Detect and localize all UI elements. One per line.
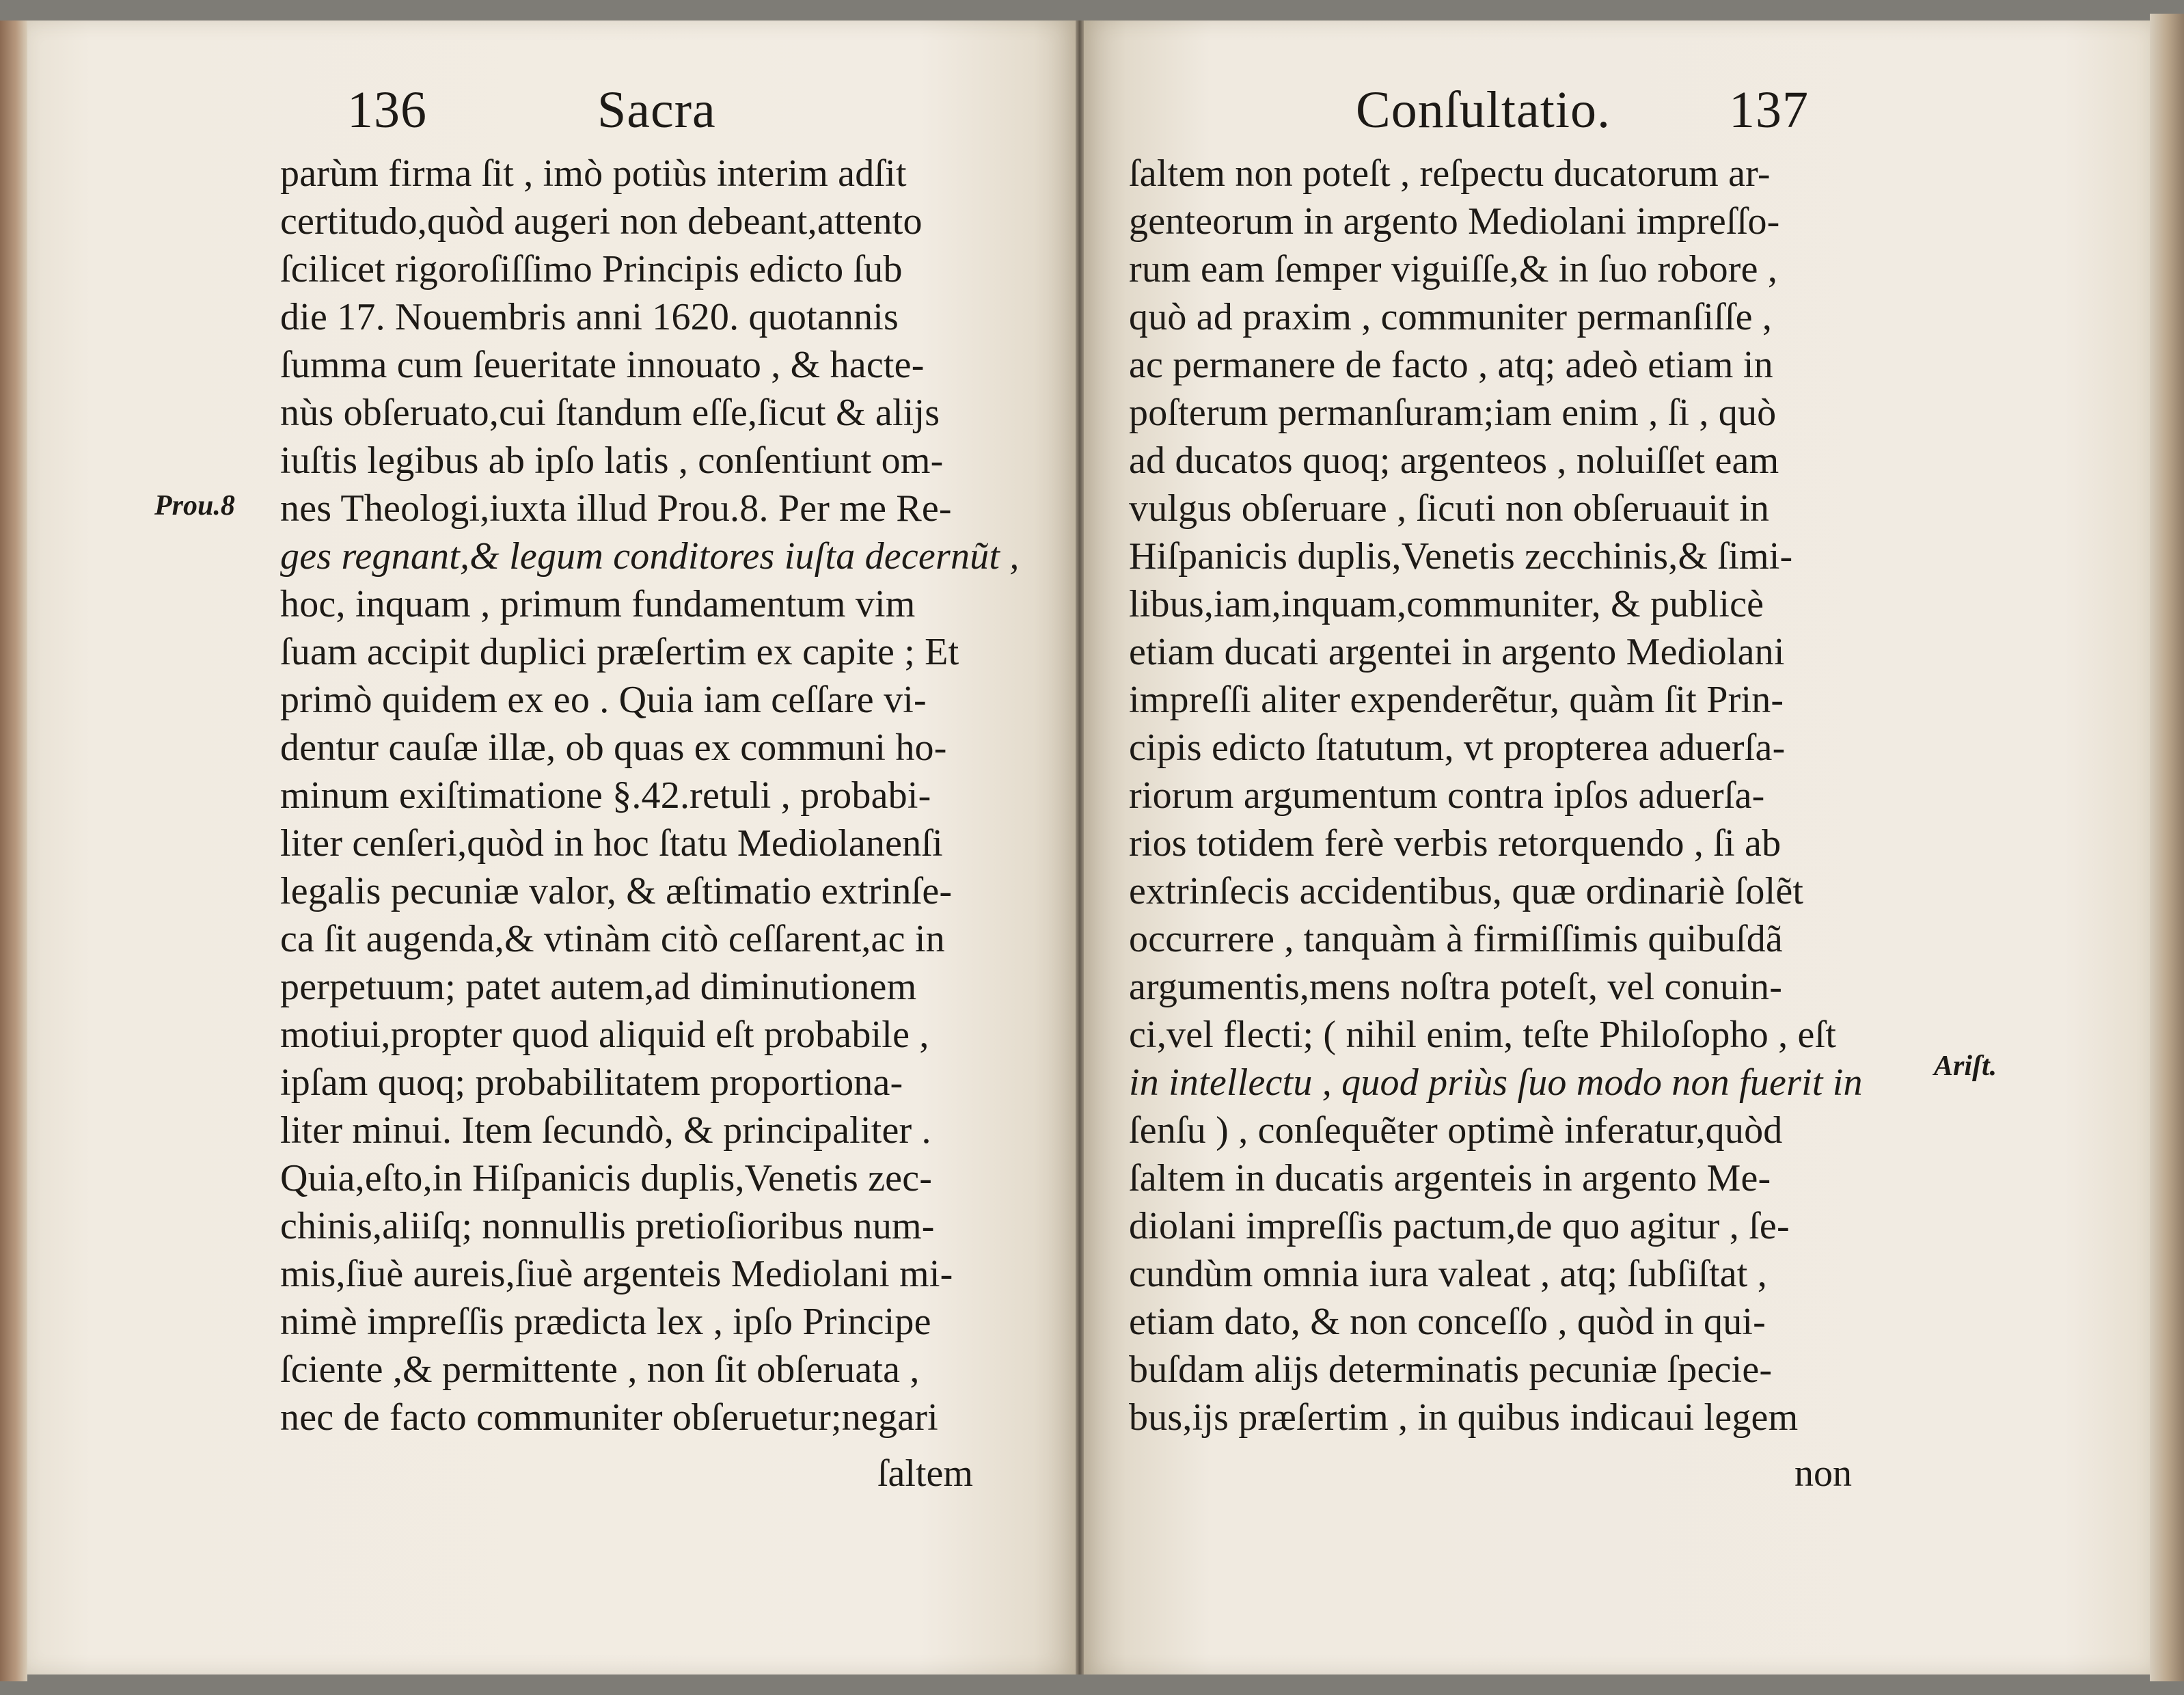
- text-line: Quia,eſto,in Hiſpanicis duplis,Venetis zec-: [280, 1157, 933, 1199]
- text-line: bus,ijs præſertim , in quibus indicaui legem: [1129, 1396, 1799, 1439]
- text-line: ipſam quoq; probabilitatem proportiona-: [280, 1061, 903, 1104]
- text-line: ſumma cum ſeueritate innouato , & hacte-: [280, 344, 925, 386]
- text-line: rum eam ſemper viguiſſe,& in ſuo robore ,: [1129, 248, 1778, 290]
- text-line: liter minui. Item ſecundò, & principaliter .: [280, 1109, 931, 1152]
- text-line: occurrere , tanquàm à firmiſſimis quibuſdã: [1129, 918, 1783, 960]
- right-running-head: Conſultatio.: [1356, 81, 1611, 139]
- text-line: cipis edicto ſtatutum, vt propterea aduerſa-: [1129, 727, 1786, 769]
- text-line: iuſtis legibus ab ipſo latis , conſentiunt om-: [280, 439, 944, 482]
- text-line: die 17. Nouembris anni 1620. quotannis: [280, 296, 899, 338]
- cover-edge-left: [0, 21, 27, 1681]
- text-line: vulgus obſeruare , ſicuti non obſeruauit in: [1129, 487, 1770, 530]
- right-page-number: 137: [1729, 81, 1809, 139]
- text-line: Hiſpanicis duplis,Venetis zecchinis,& ſimi-: [1129, 535, 1793, 578]
- text-line-italic: in intellectu , quod priùs ſuo modo non fuerit in: [1129, 1061, 1863, 1104]
- text-line: nec de facto communiter obſeruetur;negari: [280, 1396, 938, 1439]
- text-line: ci,vel flecti; ( nihil enim, teſte Philoſopho , eſt: [1129, 1014, 1837, 1056]
- text-line-italic: ges regnant,& legum conditores iuſta decernũt ,: [280, 535, 1020, 578]
- text-line: libus,iam,inquam,communiter, & publicè: [1129, 583, 1764, 625]
- text-line: dentur cauſæ illæ, ob quas ex communi ho-: [280, 727, 947, 769]
- text-line: minum exiſtimatione §.42.retuli , probabi-: [280, 774, 931, 817]
- text-line: extrinſecis accidentibus, quæ ordinariè ſolẽt: [1129, 870, 1804, 912]
- text-line: argumentis,mens noſtra poteſt, vel conuin-: [1129, 966, 1783, 1008]
- text-line: ſciente ,& permittente , non ſit obſeruata ,: [280, 1348, 920, 1391]
- text-line: liter cenſeri,quòd in hoc ſtatu Mediolanenſi: [280, 822, 943, 865]
- text-line: chinis,aliiſq; nonnullis pretioſioribus num-: [280, 1205, 935, 1247]
- text-line: quò ad praxim , communiter permanſiſſe ,: [1129, 296, 1773, 338]
- cover-edge-right: [2150, 14, 2184, 1681]
- text-line: etiam ducati argentei in argento Mediolani: [1129, 631, 1785, 673]
- left-running-head: Sacra: [597, 81, 716, 139]
- text-line: poſterum permanſuram;iam enim , ſi , quò: [1129, 392, 1777, 434]
- text-line: certitudo,quòd augeri non debeant,attento: [280, 200, 923, 243]
- text-line: nimè impreſſis prædicta lex , ipſo Principe: [280, 1301, 931, 1343]
- left-page-number: 136: [347, 81, 427, 139]
- text-line: legalis pecuniæ valor, & æſtimatio extrinſe-: [280, 870, 953, 912]
- text-line: ſuam accipit duplici præſertim ex capite ; Et: [280, 631, 959, 673]
- text-line: genteorum in argento Mediolani impreſſo-: [1129, 200, 1780, 243]
- text-line: ad ducatos quoq; argenteos , noluiſſet eam: [1129, 439, 1779, 482]
- text-line: impreſſi aliter expenderẽtur, quàm ſit Prin-: [1129, 679, 1784, 721]
- text-line: ca ſit augenda,& vtinàm citò ceſſarent,ac in: [280, 918, 945, 960]
- text-line: primò quidem ex eo . Quia iam ceſſare vi-: [280, 679, 927, 721]
- text-line: ſaltem non poteſt , reſpectu ducatorum ar-: [1129, 152, 1771, 195]
- text-line: nes Theologi,iuxta illud Prou.8. Per me Re-: [280, 487, 952, 530]
- text-line: hoc, inquam , primum fundamentum vim: [280, 583, 916, 625]
- text-line: diolani impreſſis pactum,de quo agitur , ſe-: [1129, 1205, 1790, 1247]
- text-line: buſdam alijs determinatis pecuniæ ſpecie-: [1129, 1348, 1773, 1391]
- text-line: cundùm omnia iura valeat , atq; ſubſiſtat ,: [1129, 1253, 1767, 1295]
- text-line: ſenſu ) , conſequẽter optimè inferatur,quòd: [1129, 1109, 1783, 1152]
- text-line: rios totidem ferè verbis retorquendo , ſi ab: [1129, 822, 1782, 865]
- book-gutter: [1076, 21, 1084, 1674]
- left-marginal-note: Prou.8: [154, 490, 235, 521]
- text-line: ſaltem in ducatis argenteis in argento Me-: [1129, 1157, 1771, 1199]
- right-catchword: non: [1794, 1452, 1852, 1495]
- text-line: riorum argumentum contra ipſos aduerſa-: [1129, 774, 1765, 817]
- text-line: etiam dato, & non conceſſo , quòd in qui-: [1129, 1301, 1766, 1343]
- text-line: parùm firma ſit , imò potiùs interim adſit: [280, 152, 907, 195]
- text-line: ſcilicet rigoroſiſſimo Principis edicto ſub: [280, 248, 903, 290]
- text-line: ac permanere de facto , atq; adeò etiam in: [1129, 344, 1773, 386]
- left-catchword: ſaltem: [877, 1452, 973, 1495]
- right-marginal-note: Ariſt.: [1934, 1050, 1997, 1082]
- text-line: nùs obſeruato,cui ſtandum eſſe,ſicut & alijs: [280, 392, 940, 434]
- text-line: motiui,propter quod aliquid eſt probabile ,: [280, 1014, 929, 1056]
- text-line: perpetuum; patet autem,ad diminutionem: [280, 966, 917, 1008]
- text-line: mis,ſiuè aureis,ſiuè argenteis Mediolani mi-: [280, 1253, 953, 1295]
